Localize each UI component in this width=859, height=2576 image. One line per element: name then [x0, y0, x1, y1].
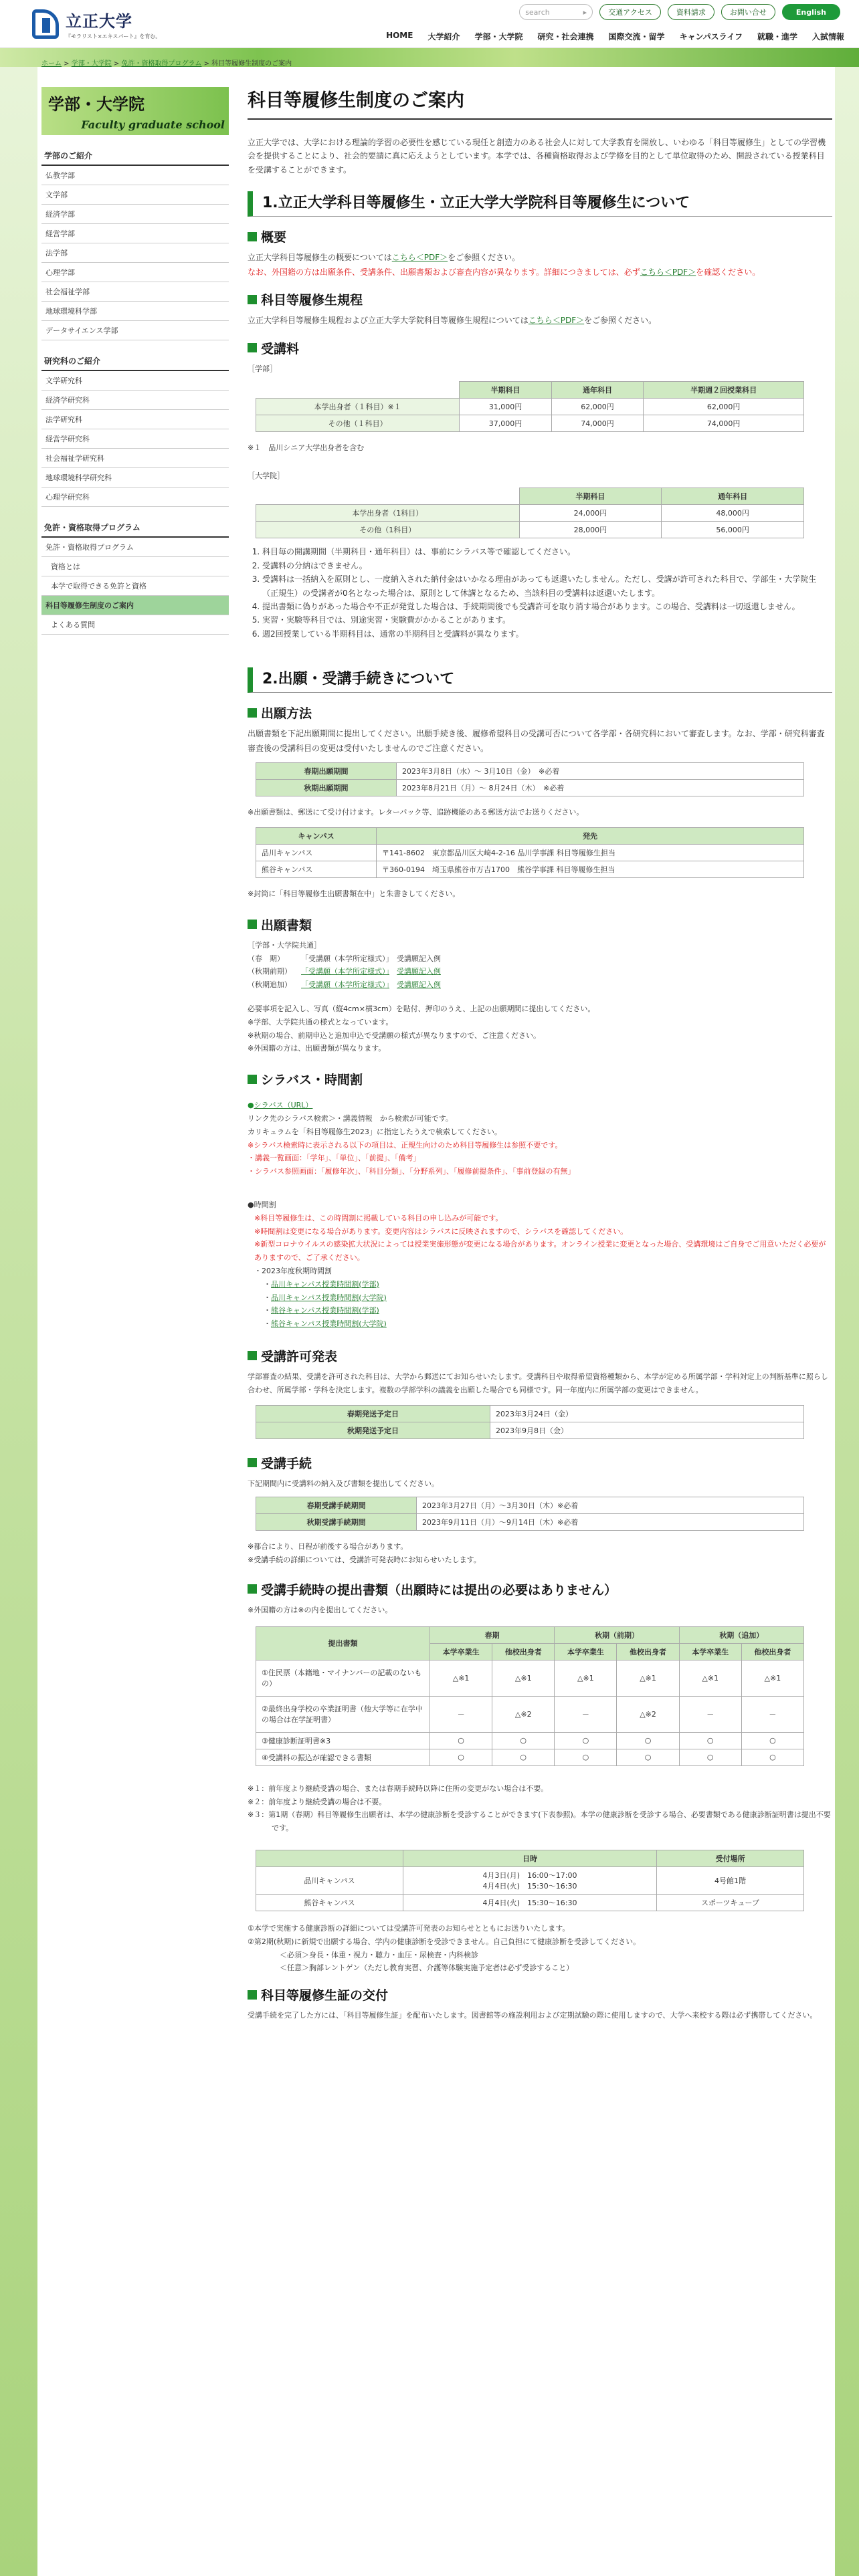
breadcrumb-faculty[interactable]: 学部・大学院	[71, 60, 112, 68]
search-input[interactable]: search ▸	[519, 4, 593, 20]
brochure-button[interactable]: 資料請求	[668, 4, 714, 20]
intro-text: 立正大学では、大学における理論的学習の必要性を感じている現任と創造力のある社会人に対して大学教育を開放し、いわゆる「科目等履修生」としての学習機会を提供することにより、社会的要請に真に応えようとしています。本学では、各種資格取得および学修を目的として単位取得のため、開設されている授業科目を受講することができます。	[248, 138, 826, 175]
sidebar-item[interactable]: 本学で取得できる免許と資格	[41, 576, 229, 596]
card-text: 受講手続を完了した方には、「科目等履修生証」を配布いたします。図書館等の施設利用および定期試験の際に使用しますので、大学へ来校する際は必ず携帯してください。	[248, 2011, 818, 2020]
send-address-table: キャンパス 発先 品川キャンパス 〒141-8602 東京都品川区大崎4-2-16 品川学事課 科目等履修生担当 熊谷キャンパス 〒360-0194 埼玉県熊谷市万吉1700 熊谷学事課 科目等履修生担当	[256, 827, 804, 878]
table-row: 本学出身者（１科目）※１ 31,000円 62,000円 62,000円	[256, 398, 804, 415]
sidebar-heading-faculties[interactable]: 学部のご紹介	[41, 144, 229, 166]
sidebar-heading-programs[interactable]: 免許・資格取得プログラム	[41, 516, 229, 538]
access-button[interactable]: 交通アクセス	[599, 4, 661, 20]
table-row: 秋期受講手続期間 2023年9月11日（月）～9月14日（木）※必着	[256, 1514, 804, 1531]
site-header	[0, 0, 859, 48]
sidebar-item[interactable]: 文学研究科	[41, 371, 229, 391]
sidebar-item[interactable]: 法学部	[41, 243, 229, 263]
rules-text: 立正大学科目等履修生規程および立正大学大学院科目等履修生規程についてはこちら＜PDF＞をご参照ください。	[248, 316, 657, 326]
fee-note: ※１ 品川シニア大学出身者を含む	[248, 443, 365, 452]
docs-notes: 必要事項を記入し、写真（縦4cm×横3cm）を貼付、押印のうえ、上記の出願期間に提出してください。 ※学部、大学院共通の様式となっています。 ※秋期の場合、前期申込と追加申込で受講願の様式が異なりますので、ご注意ください。 ※外国籍の方は、出願書類が異なります。	[248, 1004, 595, 1053]
sidebar-item[interactable]: 経済学部	[41, 205, 229, 224]
form-link[interactable]: 「受講願（本学所定様式）」	[301, 954, 389, 963]
sidebar-item[interactable]: 文学部	[41, 185, 229, 205]
sidebar-item[interactable]: 経営学部	[41, 224, 229, 243]
submit-note: ※外国籍の方は※の内を提出してください。	[248, 1605, 393, 1614]
apply-text: 出願書類を下記出願期間に提出してください。出願手続き後、履修希望科目の受講可否について各学部・各研究科において審査します。なお、学部・研究科審査 審査後の受講科目の変更は受付いたしませんのでご注意ください。	[248, 729, 825, 753]
nav-international[interactable]: 国際交流・留学	[608, 32, 665, 41]
english-button[interactable]: English	[782, 4, 840, 20]
sidebar	[41, 87, 229, 635]
logo-mark-icon	[32, 9, 59, 39]
fee-ug-label: ［学部］	[248, 364, 277, 373]
main-content	[248, 86, 832, 2022]
subheading-submit: 受講手続時の提出書類（出願時には提出の必要はありません）	[248, 1580, 832, 1598]
sidebar-item[interactable]: 仏教学部	[41, 166, 229, 185]
subheading-overview: 概要	[248, 227, 832, 245]
subheading-docs: 出願書類	[248, 916, 832, 934]
table-row: 本学出身者（1科目） 24,000円 48,000円	[256, 505, 804, 522]
sidebar-item[interactable]: よくある質問	[41, 615, 229, 635]
subheading-apply: 出願方法	[248, 704, 832, 722]
permit-table	[256, 1405, 804, 1439]
breadcrumb: ホーム > 学部・大学院 > 免許・資格取得プログラム > 科目等履修生制度のご案内	[41, 60, 292, 68]
health-check-notes: ①本学で実施する健康診断の詳細については受講許可発表のお知らせとともにお送りいたします。 ②第2期(秋期)に新規で出願する場合、学内の健康診断を受診できません。自己負担にて健康診断を受診してください。 ＜必須＞身長・体重・視力・聴力・血圧・尿検査・内科検診 ＜任意＞胸部レントゲン（ただし教育実習、介護等体験実施予定者は必ず受診すること）	[248, 1923, 641, 1973]
example-link[interactable]: 受講願記入例	[397, 967, 441, 976]
section-heading-1: 1.立正大学科目等履修生・立正大学大学院科目等履修生について	[248, 191, 832, 217]
sidebar-item[interactable]: 心理学研究科	[41, 488, 229, 507]
table-row: ③健康診断証明書※3 ○ ○ ○ ○ ○ ○	[256, 1732, 804, 1749]
sidebar-title: 学部・大学院 Faculty graduate school	[41, 87, 229, 135]
subheading-permit: 受講許可発表	[248, 1347, 832, 1365]
form-link[interactable]: 「受講願（本学所定様式）」	[301, 967, 389, 976]
nav-campuslife[interactable]: キャンパスライフ	[679, 32, 743, 41]
table-row: 春期受講手続期間 2023年3月27日（月）～3月30日（木）※必着	[256, 1497, 804, 1514]
procedure-notes: ※都合により、日程が前後する場合があります。 ※受講手続の詳細については、受講許可発表時にお知らせいたします。	[248, 1542, 481, 1565]
list-item: （春 期） 「受講願（本学所定様式）」 受講願記入例	[248, 954, 441, 963]
syllabus-block: ●シラバス（URL） リンク先のシラバス検索＞・講義情報 から検索が可能です。 カリキュラムを「科目等履修生2023」に指定したうえで検索してください。 ※シラバス検索時に表示される以下の項目は、正規生向けのため科目等履修生は参照不要です。 ・講義一覧画面：「学年」、「単位」、「前提」、「備考」 ・シラバス参照画面：「履修年次」、「科目分類」、「分野系列」、「履修前提条件」、「事前登録の有無」	[248, 1101, 575, 1176]
utility-bar	[519, 4, 840, 20]
table-row: 熊谷キャンパス 4月4日(火) 15:30～16:30 スポーツキューブ	[256, 1894, 804, 1911]
timetable-link[interactable]: 品川キャンパス授業時間割(大学院)	[271, 1293, 387, 1302]
subheading-rules: 科目等履修生規程	[248, 290, 832, 308]
permit-text: 学部審査の結果、受講を許可された科目は、大学から郵送にてお知らせいたします。受講科目や取得希望資格種類から、本学が定める所属学部・学科対定上の判断基準に照らし合わせ、所属学部・学科を決定します。複数の学部学科の議義を出願した場合でも同様です。同一年度内に所属学部の変更はできません。	[248, 1372, 828, 1394]
list-item: （秋期追加） 「受講願（本学所定様式）」 受講願記入例	[248, 980, 441, 990]
timetable-link[interactable]: 熊谷キャンパス授業時間割(大学院)	[271, 1319, 387, 1329]
procedure-text: 下記期間内に受講料の納入及び書類を提出してください。	[248, 1479, 439, 1488]
subheading-card: 科目等履修生証の交付	[248, 1985, 832, 2004]
form-link[interactable]: 「受講願（本学所定様式）」	[301, 980, 389, 990]
foreign-pdf-link[interactable]: こちら＜PDF＞	[640, 267, 696, 277]
timetable-link[interactable]: 品川キャンパス授業時間割(学部)	[271, 1279, 379, 1289]
nav-research[interactable]: 研究・社会連携	[537, 32, 594, 41]
page-title: 科目等履修生制度のご案内	[248, 86, 832, 120]
table-row: 秋期出願期間 2023年8月21日（月）～ 8月24日（木） ※必着	[256, 780, 804, 796]
logo-tagline: 『モラリスト×エキスパート』を育む。	[66, 33, 161, 39]
nav-admission[interactable]: 入試情報	[812, 32, 844, 41]
logo-title: 立正大学	[66, 11, 132, 31]
submit-docs-table: 提出書類 春期 秋期（前期） 秋期（追加） 本学卒業生 他校出身者 本学卒業生 他校出身者 本学卒業生 他校出身者 ①住民票（本籍地・マイナンバーの記載のないもの） △※1 △※1 △※1 △※1 △※1 △※1 ②最終出身学校の卒業証明書（他大学等に在学中の場合は在学証明書） － △※2 － △※2 － － ③健康診断証明書※3 ○ ○ ○ ○ ○ ○ ④受講料の振込が確認できる書類 ○ ○ ○ ○ ○ ○	[256, 1626, 804, 1766]
breadcrumb-programs[interactable]: 免許・資格取得プログラム	[121, 60, 202, 68]
subheading-syllabus: シラバス・時間割	[248, 1070, 832, 1088]
example-link[interactable]: 受講願記入例	[397, 954, 441, 963]
sidebar-item-active[interactable]: 科目等履修生制度のご案内	[41, 596, 229, 615]
fee-notes-list: 1. 科目毎の開講期間（半期科目・通年科目）は、事前にシラバス等で確認してください。 2. 受講料の分納はできません。 3. 受講料は一括納入を原則とし、一度納入された納付金はいかなる理由があっても返還いたしません。ただし、受講が許可された科目で、学部生・大学院生（正規生）の受講者が0名となった場合は、原則として休講となるため、当該科目の受講料は返還いたします。 4. 提出書類に偽りがあった場合や不正が発覚した場合は、手続期間後でも受講許可を取り消す場合があります。この場合、受講料は一切返還しません。 5. 実習・実験等科目では、別途実習・実験費がかかることがあります。 6. 週2回授業している半期科目は、通常の半期科目と受講料が異なります。	[248, 545, 832, 641]
table-row: ①住民票（本籍地・マイナンバーの記載のないもの） △※1 △※1 △※1 △※1 △※1 △※1	[256, 1660, 804, 1696]
sidebar-item[interactable]: 心理学部	[41, 263, 229, 282]
left-decoration	[0, 67, 37, 2576]
contact-button[interactable]: お問い合せ	[721, 4, 775, 20]
table-row: その他（1科目） 28,000円 56,000円	[256, 522, 804, 538]
example-link[interactable]: 受講願記入例	[397, 980, 441, 990]
rules-pdf-link[interactable]: こちら＜PDF＞	[528, 316, 585, 326]
procedure-table	[256, 1497, 804, 1531]
table-row: 品川キャンパス 4月3日(月) 16:00～17:00 4月4日(火) 15:30～16:30 4号館1階	[256, 1866, 804, 1894]
nav-faculty[interactable]: 学部・大学院	[474, 32, 523, 41]
sidebar-item[interactable]: 社会福祉学部	[41, 282, 229, 302]
table-row: その他（１科目） 37,000円 74,000円 74,000円	[256, 415, 804, 431]
nav-home[interactable]: HOME	[386, 31, 413, 40]
table-row: 春期発送予定日 2023年3月24日（金）	[256, 1405, 804, 1422]
list-item: （秋期前期） 「受講願（本学所定様式）」 受講願記入例	[248, 967, 441, 976]
docs-list	[248, 952, 832, 992]
table-row: 春期出願期間 2023年3月8日（水）～ 3月10日（金） ※必着	[256, 763, 804, 780]
sidebar-heading-graduate[interactable]: 研究科のご紹介	[41, 350, 229, 371]
apply-note: ※出願書類は、郵送にて受け付けます。レターパック等、追跡機能のある郵送方法でお送りください。	[248, 808, 584, 817]
submit-footnotes: ※１：前年度より継続受講の場合、または春期手続時以降に住所の変更がない場合は不要。 ※２：前年度より継続受講の場合は不要。 ※３：第1期（春期）科目等履修生出願者は、本学の健康診断を受診することができます(下表参照)。本学の健康診断を受診する場合、必要書類である健康診断証明書は提出不要です。	[248, 1784, 831, 1833]
sidebar-item[interactable]: 地球環境科学部	[41, 302, 229, 321]
docs-label: ［学部・大学院共通］	[248, 940, 321, 950]
sidebar-item[interactable]: データサイエンス学部	[41, 321, 229, 340]
nav-career[interactable]: 就職・進学	[757, 32, 797, 41]
sidebar-item[interactable]: 経済学研究科	[41, 391, 229, 410]
sidebar-item[interactable]: 地球環境科学研究科	[41, 468, 229, 488]
sidebar-item[interactable]: 免許・資格取得プログラム	[41, 538, 229, 557]
sidebar-item[interactable]: 経営学研究科	[41, 429, 229, 449]
table-row: 熊谷キャンパス 〒360-0194 埼玉県熊谷市万吉1700 熊谷学事課 科目等履修生担当	[256, 861, 804, 878]
global-nav	[386, 31, 844, 42]
sidebar-item[interactable]: 社会福祉学研究科	[41, 449, 229, 468]
overview-pdf-link[interactable]: こちら＜PDF＞	[391, 253, 448, 263]
subheading-procedure: 受講手続	[248, 1454, 832, 1472]
overview-text: 立正大学科目等履修生の概要についてはこちら＜PDF＞をご参照ください。 なお、外国籍の方は出願条件、受講条件、出願書類および審査内容が異なります。詳細につきましては、必ずこちら＜PDF＞を確認ください。	[248, 253, 761, 277]
subheading-fee: 受講料	[248, 339, 832, 357]
section-heading-2: 2.出願・受講手続きについて	[248, 667, 832, 693]
fee-g-table: 半期科目 通年科目 本学出身者（1科目） 24,000円 48,000円 その他（1科目） 28,000円 56,000円	[256, 488, 804, 538]
syllabus-link[interactable]: シラバス（URL）	[254, 1101, 313, 1110]
search-arrow-icon[interactable]: ▸	[583, 7, 587, 17]
table-row: 品川キャンパス 〒141-8602 東京都品川区大崎4-2-16 品川学事課 科目等履修生担当	[256, 845, 804, 861]
sidebar-item[interactable]: 資格とは	[41, 557, 229, 576]
breadcrumb-current: 科目等履修生制度のご案内	[211, 60, 292, 68]
table-row: ②最終出身学校の卒業証明書（他大学等に在学中の場合は在学証明書） － △※2 － △※2 － －	[256, 1696, 804, 1732]
fee-ug-table: 半期科目 通年科目 半期週２回授業科目 本学出身者（１科目）※１ 31,000円 62,000円 62,000円 その他（１科目） 37,000円 74,000円 74,000円	[256, 381, 804, 432]
fee-g-label: ［大学院］	[248, 471, 284, 480]
send-note: ※封筒に「科目等履修生出願書類在中」と朱書きしてください。	[248, 889, 460, 899]
right-decoration	[835, 67, 859, 2576]
sidebar-item[interactable]: 法学研究科	[41, 410, 229, 429]
timetable-block: ●時間割 ※科目等履修生は、この時間割に掲載している科目の申し込みが可能です。 ※時間割は変更になる場合があります。変更内容はシラバスに反映されますので、シラバスを確認してください。 ※新型コロナウイルスの感染拡大状況によっては授業実施形態が変更になる場合があります。オンライン授業に変更となった場合、受講環境はご自身でご用意いただく必要がありますので、ご了承ください。 ・2023年度秋期時間割 ・品川キャンパス授業時間割(学部) ・品川キャンパス授業時間割(大学院) ・熊谷キャンパス授業時間割(学部) ・熊谷キャンパス授業時間割(大学院)	[248, 1200, 826, 1329]
table-row: ④受講料の振込が確認できる書類 ○ ○ ○ ○ ○ ○	[256, 1749, 804, 1765]
breadcrumb-home[interactable]: ホーム	[41, 60, 62, 68]
university-logo[interactable]	[32, 8, 161, 40]
apply-period-table	[256, 762, 804, 796]
table-row: 秋期発送予定日 2023年9月8日（金）	[256, 1422, 804, 1438]
sidebar-title-en: Faculty graduate school	[81, 118, 225, 131]
nav-about[interactable]: 大学紹介	[427, 32, 460, 41]
health-check-table: 日時 受付場所 品川キャンパス 4月3日(月) 16:00～17:00 4月4日(火) 15:30～16:30 4号館1階 熊谷キャンパス 4月4日(火) 15:30～16:30 スポーツキューブ	[256, 1850, 804, 1911]
timetable-link[interactable]: 熊谷キャンパス授業時間割(学部)	[271, 1306, 379, 1315]
